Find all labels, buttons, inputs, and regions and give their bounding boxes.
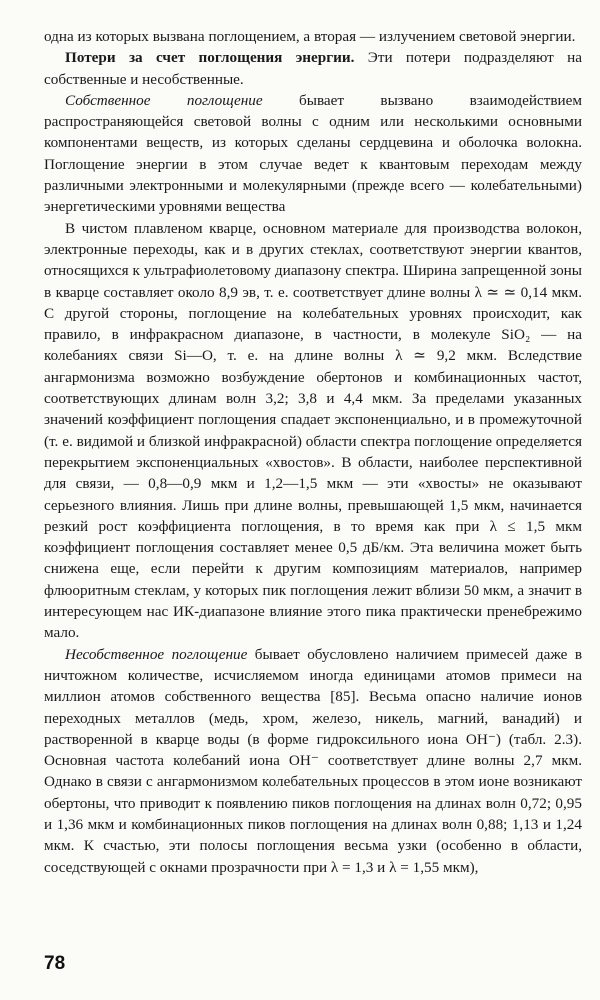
paragraph-intrinsic-absorption [44,90,582,218]
paragraph-fused-quartz [44,218,582,644]
text-run: бывает обусловлено наличием примесей даже в ничтожном количестве, исчисляемом иногда единицами атомов примеси на миллион атомов собственного вещества [85]. Весьма опасно наличие ионов переходных металлов (медь, хром, железо, никель, магний, ванадий) и растворенной в кварце воды (в форме гидроксильного иона OH⁻) (табл. 2.3). Основная частота колебаний иона OH⁻ соответствует длине волны 2,7 мкм. Однако в связи с ангармонизмом колебательных процессов в этом ионе возникают обертоны, что приводит к появлению пиков поглощения на длинах волн 0,72; 0,95 и 1,36 мкм и комбинационных пиков поглощения на длинах волн 0,88; 1,13 и 1,24 мкм. К счастью, эти полосы поглощения весьма узки (особенно в области, соседствующей с окнами прозрачности при λ = 1,3 и λ = 1,55 мкм), [44,645,582,876]
text-run: В чистом плавленом кварце, основном материале для производства волокон, электронные переходы, как и в других стеклах, соответствуют энергии квантов, относящихся к ультрафиолетовому диапазону спектра. Ширина запрещенной зоны в кварце составляет около 8,9 эв, т. е. соответствует длине волны λ ≃ ≃ 0,14 мкм. С другой стороны, поглощение на колебательных уровнях происходит, как правило, в инфракрасном диапазоне, в частности, в молекуле SiO₂ — на колебаниях связи Si—O, т. е. на длине волны λ ≃ 9,2 мкм. Вследствие ангармонизма возможно возбуждение обертонов и комбинационных частот, соответствующих длинам волн 3,2; 3,8 и 4,4 мкм. За пределами указанных значений коэффициент поглощения спадает экспоненциально, и в промежуточной (т. е. видимой и близкой инфракрасной) области спектра поглощение определяется перекрытием экспоненциальных «хвостов». В области, наиболее перспективной для связи, — 0,8—0,9 мкм и 1,2—1,5 мкм — эти «хвосты» не оказывают серьезного влияния. Лишь при длине волны, превышающей 1,5 мкм, начинается резкий рост коэффициента поглощения, в то время как при λ ≤ 1,5 мкм коэффициент поглощения составляет менее 0,5 дБ/км. Эта величина может быть снижена еще, если перейти к другим композициям материалов, например флюоритным стеклам, у которых пик поглощения лежит вблизи 50 мкм, а значит в интересующем нас ИК-диапазоне влияние этого пика практически пренебрежимо мало. [44,219,582,642]
paragraph-absorption-losses [44,47,582,90]
text-run: Эти потери подразделяют на собственные и несобственные. [44,49,582,88]
paragraph-continuation [44,26,582,47]
run-in-heading: Потери за счет поглощения энергии. [65,49,355,67]
text-run: бывает вызвано взаимодействием распространяющейся световой волны с одним или несколькими основными компонентами веществ, из которых сделаны сердцевина и оболочка волокна. Поглощение энергии в этом случае ведет к квантовым переходам между различными электронными и молекулярными (прежде всего — колебательными) энергетическими уровнями вещества [44,91,583,216]
paragraph-extrinsic-absorption [44,644,582,878]
page-body [44,26,582,878]
text-run: одна из которых вызвана поглощением, а вторая — излучением световой энергии. [44,28,576,45]
page-number: 78 [44,953,66,974]
italic-term: Собственное поглощение [65,91,263,109]
italic-term: Несобственное поглощение [65,645,248,663]
